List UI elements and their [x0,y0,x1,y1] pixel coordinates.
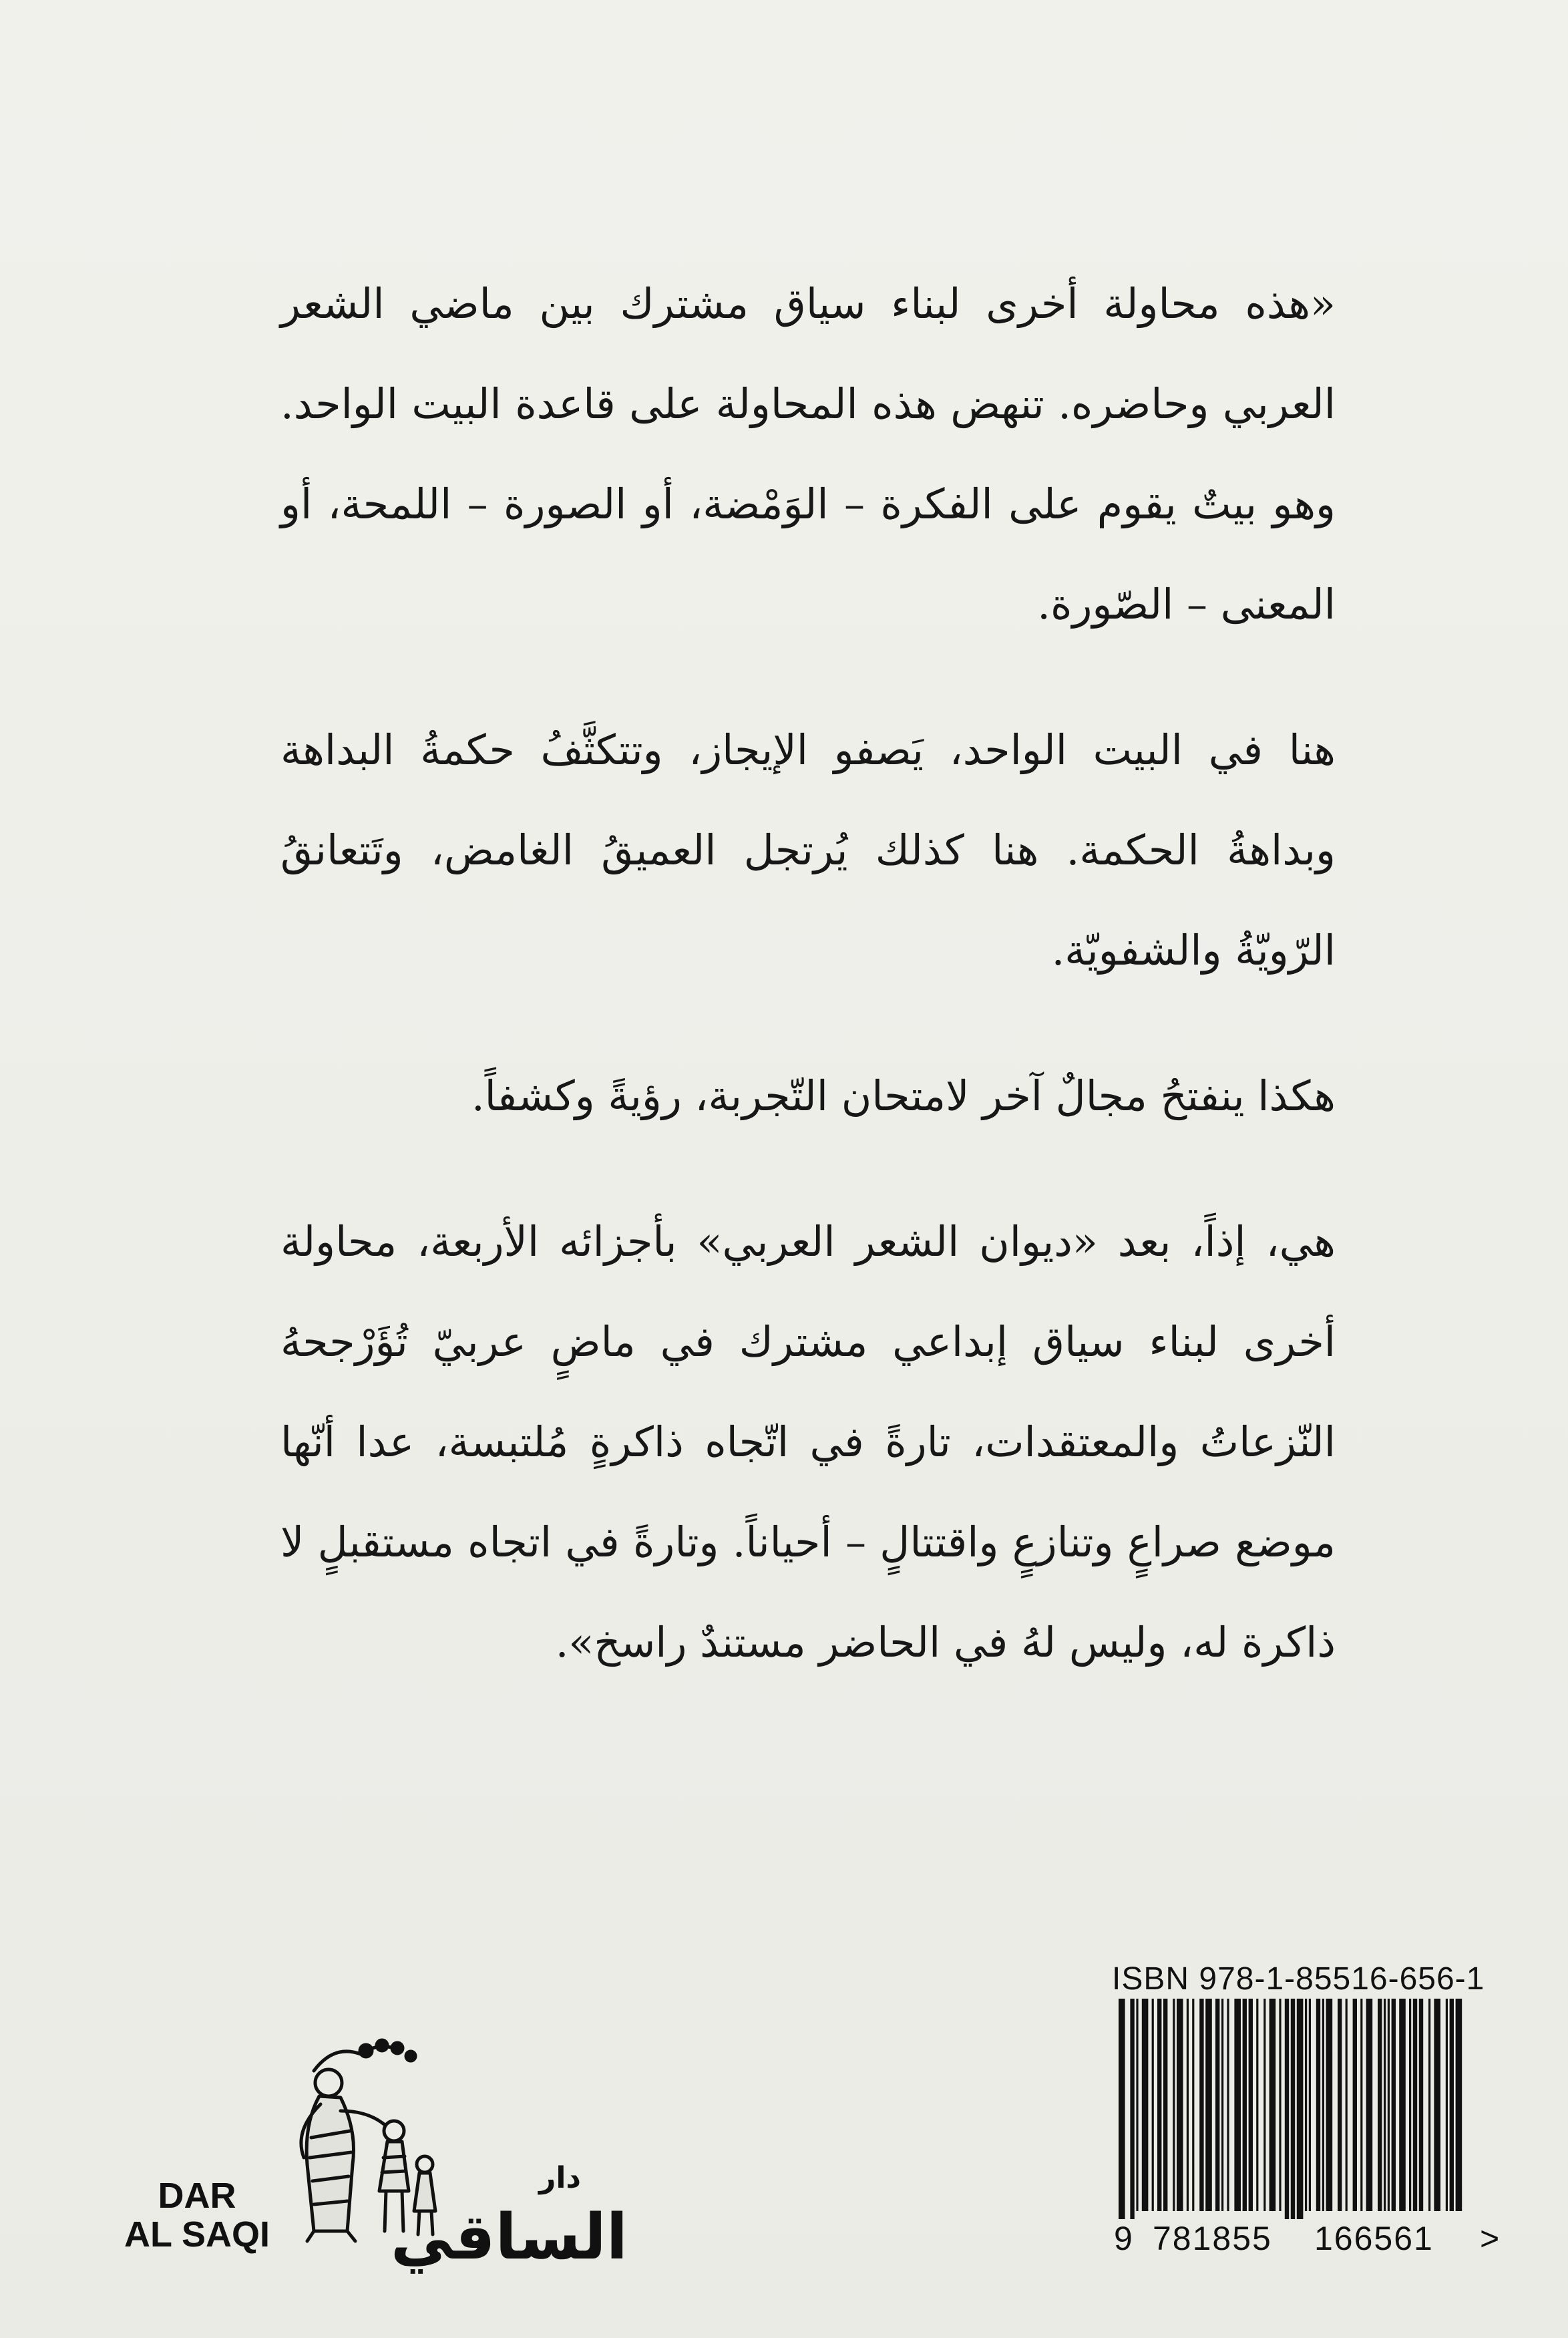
barcode-digits [1114,2219,1515,2266]
publisher-logo-arabic [390,2161,628,2275]
publisher-latin-line-1: DAR [158,2176,236,2216]
publisher-logo-latin [110,2176,284,2254]
barcode-digit-group-1: 781855 [1153,2220,1272,2257]
barcode-arrow: > [1480,2220,1500,2257]
publisher-latin-line-2: AL SAQI [124,2214,270,2254]
publisher-arabic-small: دار [539,2161,581,2195]
blurb-paragraph-3: هكذا ينفتحُ مجالٌ آخر لامتحان التّجربة، رؤيةً وكشفاً. [471,1071,1336,1120]
blurb-paragraph-4: هي، إذاً، بعد «ديوان الشعر العربي» بأجزائه الأربعة، محاولة أخرى لبناء سياق إبداعي مشترك في ماضٍ عربيّ تُؤَرْجحهُ النّزعاتُ والمعتقدات، تارةً في اتّجاه ذاكرةٍ مُلتبسة، عدا أنّها موضع صراعٍ وتنازعٍ واقتتالٍ – أحياناً. وتارةً في اتجاه مستقبلٍ لا ذاكرة له، وليس لهُ في الحاضر مستندٌ راسخ». [280,1217,1336,1667]
barcode-digit-first: 9 [1114,2220,1133,2257]
blurb-paragraph-1: «هذه محاولة أخرى لبناء سياق مشترك بين ماضي الشعر العربي وحاضره. تنهض هذه المحاولة على قاعدة البيت الواحد. وهو بيتٌ يقوم على الفكرة – الوَمْضة، أو الصورة – اللمحة، أو المعنى – الصّورة. [280,279,1336,629]
barcode [1119,1999,1466,2219]
blurb-text [280,254,1336,1738]
publisher-arabic-main: الساقي [390,2201,628,2274]
blurb-paragraph-2: هنا في البيت الواحد، يَصفو الإيجاز، وتتكثَّفُ حكمةُ البداهة وبداهةُ الحكمة. هنا كذلك يُرتجل العميقُ الغامض، وتَتعانقُ الرّويّةُ والشفويّة. [280,725,1336,975]
isbn-label: ISBN 978-1-85516-656-1 [1112,1961,1485,1997]
barcode-digit-group-2: 166561 [1314,2220,1434,2257]
